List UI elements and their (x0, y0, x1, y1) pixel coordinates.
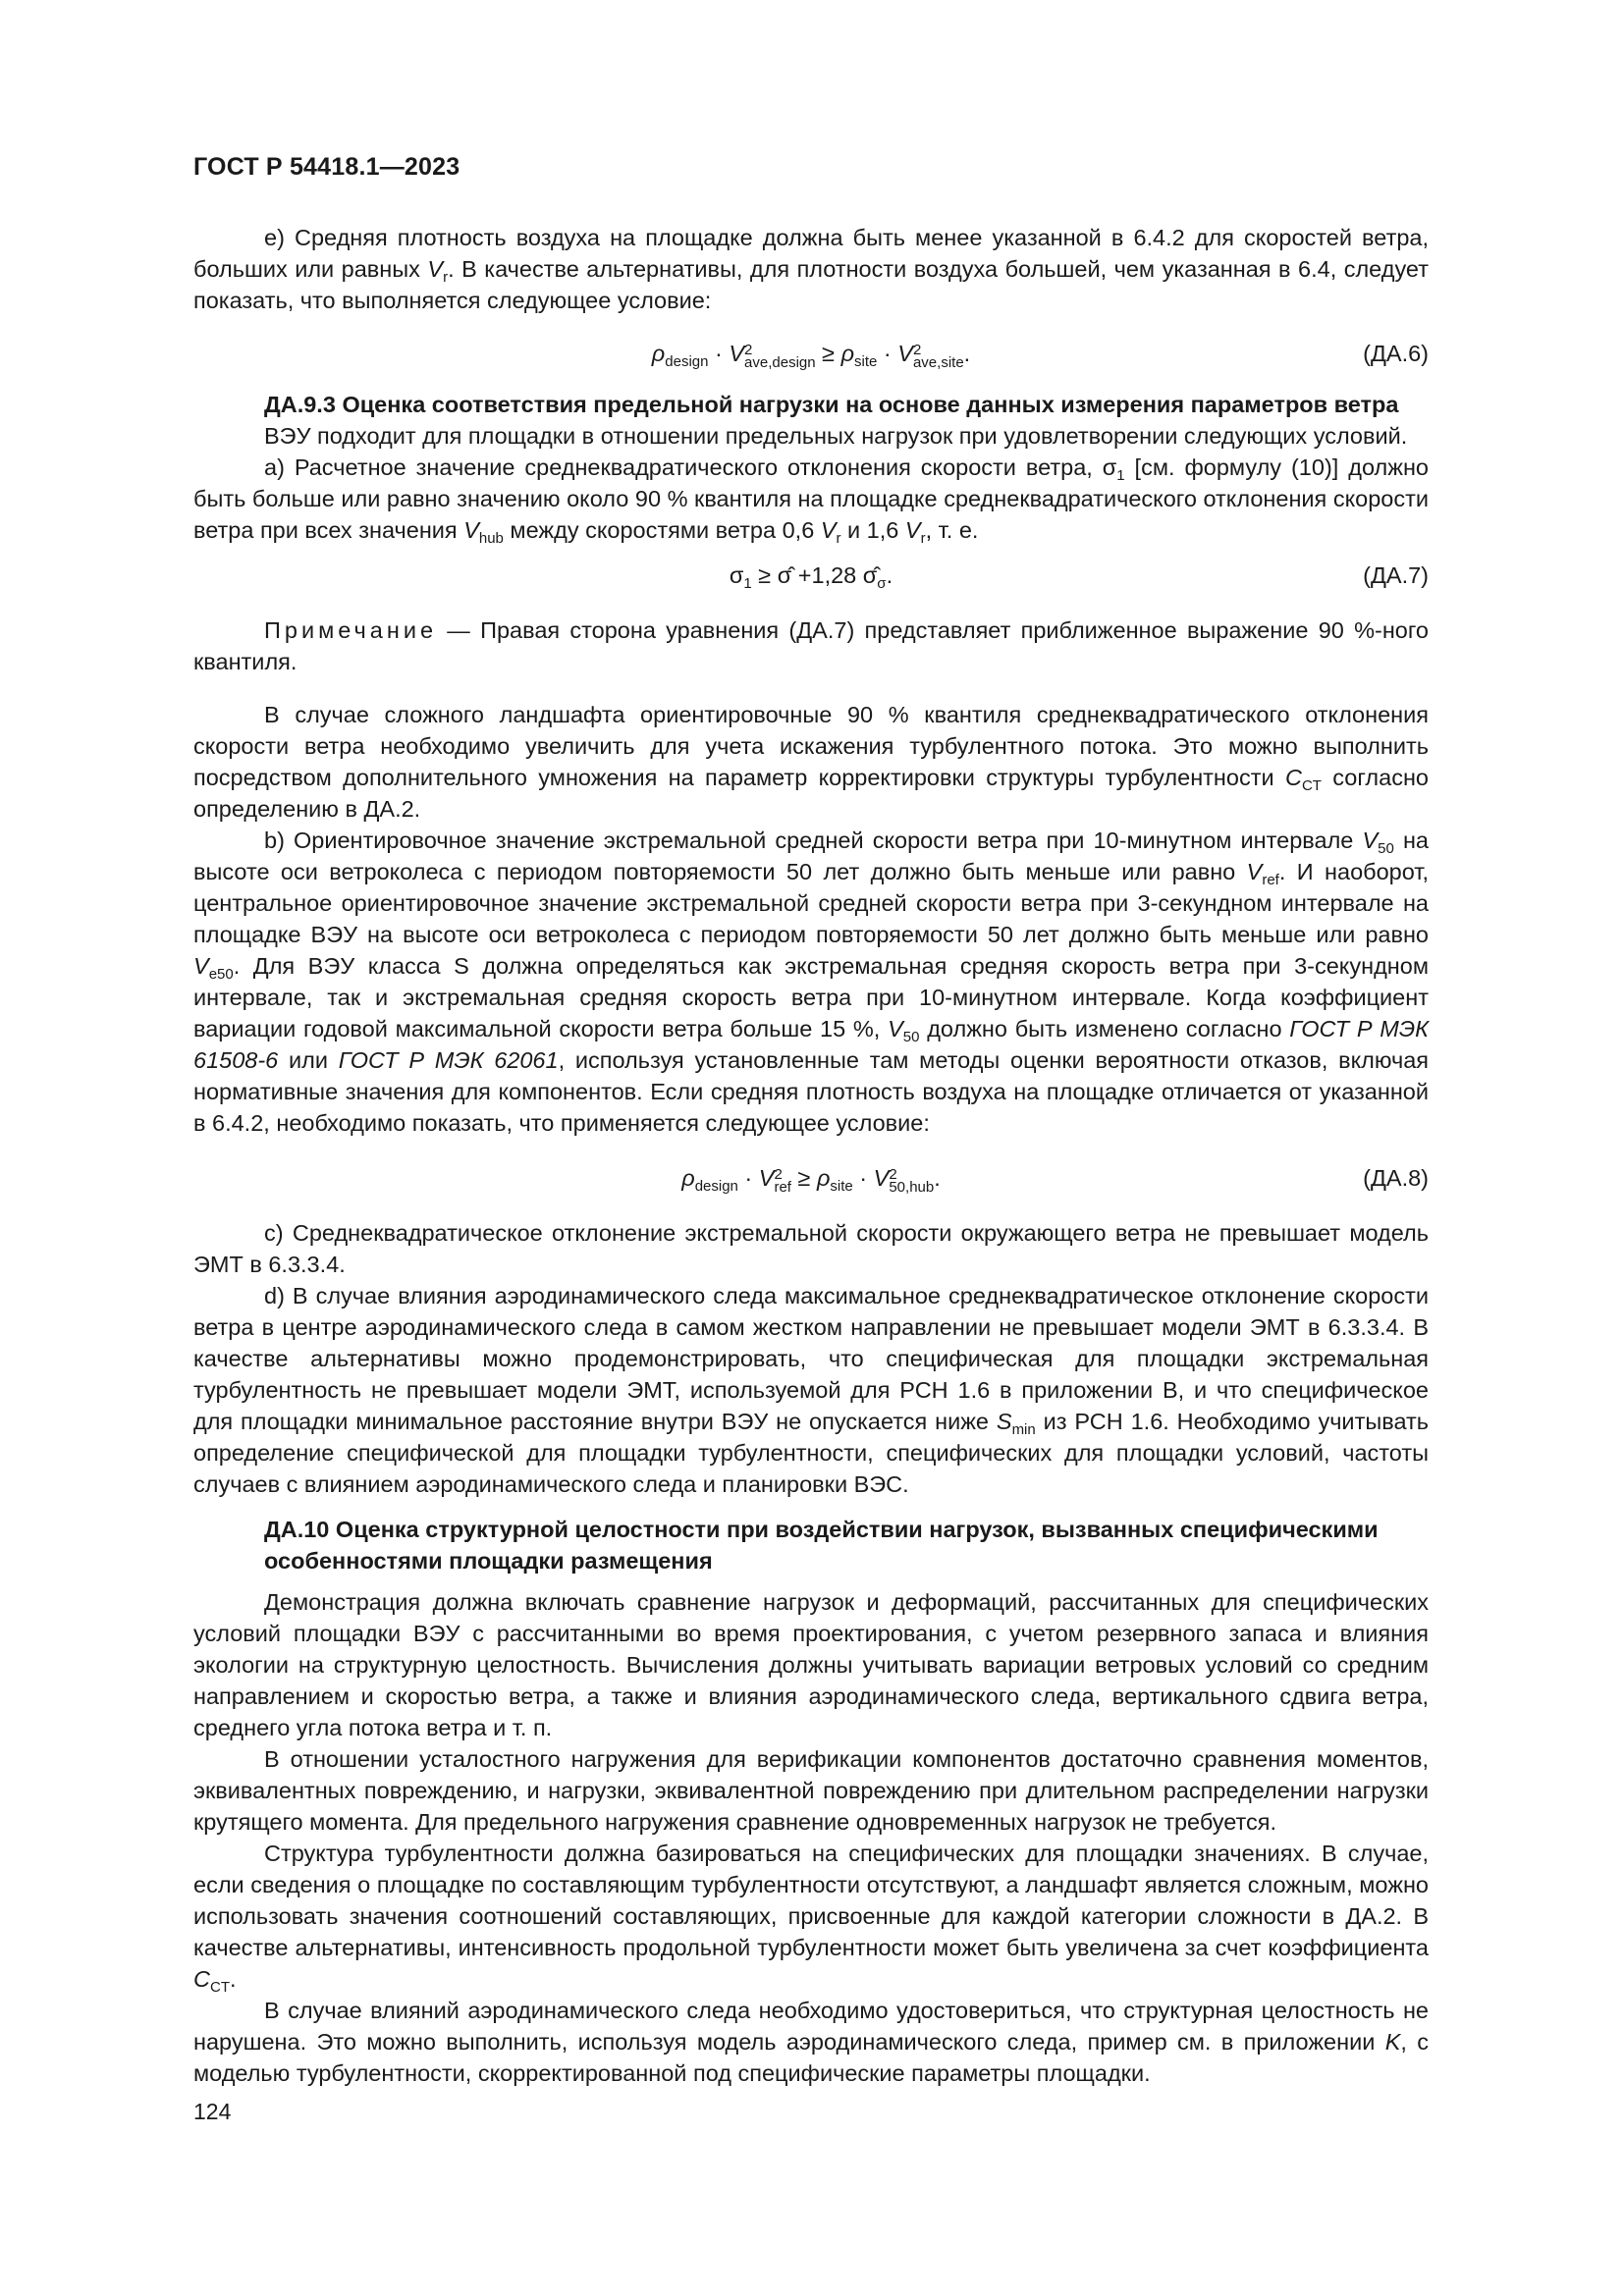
formula-da7-expression: $\sigma_1$ ≥ σ̂ +1,28 $\sigmâ_\sigma$. (729, 562, 893, 592)
note-paragraph: Примечание — Правая сторона уравнения (ДА.7) представляет приближенное выражение 90 %-ного квантиля. (193, 617, 1429, 674)
paragraph-da10-2: В отношении усталостного нагружения для верификации компонентов достаточно сравнения моментов, эквивалентных повреждению, и нагрузки, эквивалентной повреждению при длительном распределении нагрузки крутящего момента. Для предельного нагружения сравнение одновременных нагрузок не требуется. (193, 1746, 1429, 1835)
paragraph-item-a: а) Расчетное значение среднеквадратического отклонения скорости ветра, $\sigma_1$ [см. формулу (10)] должно быть больше или равно значению около 90 % квантиля на площадке среднеквадратического отклонения скорости ветра при всех значения $V_{hub}$ между скоростями ветра 0,6 $V_r$ и 1,6 $V_r$, т. е. (193, 454, 1429, 547)
paragraph-da10-1: Демонстрация должна включать сравнение нагрузок и деформаций, рассчитанных для специфических условий площадки ВЭУ с рассчитанными во время проектирования, с учетом резервного запаса и влияния экологии на структурную целостность. Вычисления должны учитывать вариации ветровых условий со средним направлением и скоростью ветра, а также и влияния аэродинамического следа, вертикального сдвига ветра, среднего угла потока ветра и т. п. (193, 1589, 1429, 1740)
formula-da7 (193, 560, 1429, 593)
standard-reference: ГОСТ Р МЭК 61508-6 (193, 1016, 1429, 1073)
formula-da8-number: (ДА.8) (1363, 1165, 1429, 1191)
section-heading-da-10: ДА.10 Оценка структурной целостности при воздействии нагрузок, вызванных специфическими особенностями площадки размещения (264, 1517, 1379, 1574)
section-heading-da-9-3: ДА.9.3 Оценка соответствия предельной нагрузки на основе данных измерения параметров ветра (264, 392, 1399, 417)
formula-da6-expression: $\rho_{design} \cdot V$ 2 ave,design ≥ $\rho_{site} \cdot V$ 2 ave,site . (651, 341, 971, 371)
paragraph-da10-3: Структура турбулентности должна базироваться на специфических для площадки значениях. В случае, если сведения о площадке по составляющим турбулентности отсутствуют, а ландшафт является сложным, можно использовать значения соотношений составляющих, присвоенные для каждой категории сложности в ДА.2. В качестве альтернативы, интенсивность продольной турбулентности может быть увеличена за счет коэффициента $C_{CT}$. (193, 1841, 1429, 1996)
paragraph-da93-intro: ВЭУ подходит для площадки в отношении предельных нагрузок при удовлетворении следующих условий. (264, 423, 1408, 449)
note-label: Примечание (264, 617, 438, 643)
formula-da7-number: (ДА.7) (1363, 562, 1429, 588)
paragraph-da10-4: В случае влияний аэродинамического следа необходимо удостовериться, что структурная целостность не нарушена. Это можно выполнить, используя модель аэродинамического следа, пример см. в приложении K, с моделью турбулентности, скорректированной под специфические параметры площадки. (193, 1998, 1429, 2086)
paragraph-item-d: d) В случае влияния аэродинамического следа максимальное среднеквадратическое отклонение скорости ветра в центре аэродинамического следа в самом жестком направлении не превышает модели ЭМТ в 6.3.3.4. В качестве альтернативы можно продемонстрировать, что специфическая для площадки экстремальная турбулентность не превышает модели ЭМТ, используемой для РСН 1.6 в приложении B, и что специфическое для площадки минимальное расстояние внутри ВЭУ не опускается ниже $S_{min}$ из РСН 1.6. Необходимо учитывать определение специфической для площадки турбулентности, специфических для площадки условий, частоты случаев с влиянием аэродинамического следа и планировки ВЭС. (193, 1283, 1429, 1497)
paragraph-complex-terrain: В случае сложного ландшафта ориентировочные 90 % квантиля среднеквадратического отклонения скорости ветра необходимо увеличить для учета искажения турбулентного потока. Это можно выполнить посредством дополнительного умножения на параметр корректировки структуры турбулентности $C_{CT}$ согласно определению в ДА.2. (193, 702, 1429, 822)
formula-da8-expression: $\rho_{design} \cdot V$ 2 ref ≥ $\rho_{site} \cdot V$ 2 50,hub . (681, 1165, 941, 1196)
formula-da8 (193, 1162, 1429, 1196)
paragraph-item-b: b) Ориентировочное значение экстремальной средней скорости ветра при 10-минутном интервале $V_{50}$ на высоте оси ветроколеса с периодом повторяемости 50 лет должно быть меньше или равно $V_{ref}$. И наоборот, центральное ориентировочное значение экстремальной средней скорости ветра при 3-секундном интервале на площадке ВЭУ на высоте оси ветроколеса с периодом повторяемости 50 лет должно быть меньше или равно $V_{e50}$. Для ВЭУ класса S должна определяться как экстремальная средняя скорость ветра при 3-секундном интервале, так и экстремальная средняя скорость ветра при 10-минутном интервале. Когда коэффициент вариации годовой максимальной скорости ветра больше 15 %, $V_{50}$ должно быть изменено согласно ГОСТ Р МЭК 61508-6 или ГОСТ Р МЭК 62061, используя установленные там методы оценки вероятности отказов, включая нормативные значения для компонентов. Если средняя плотность воздуха на площадке отличается от указанной в 6.4.2, необходимо показать, что применяется следующее условие: (193, 828, 1430, 1136)
formula-da6 (193, 338, 1429, 371)
document-header: ГОСТ Р 54418.1—2023 (193, 153, 460, 181)
paragraph-item-c: c) Среднеквадратическое отклонение экстремальной скорости окружающего ветра не превышает модель ЭМТ в 6.3.3.4. (193, 1220, 1429, 1277)
paragraph-item-e: е) Средняя плотность воздуха на площадке должна быть менее указанной в 6.4.2 для скоростей ветра, больших или равных $V_r$. В качестве альтернативы, для плотности воздуха большей, чем указанная в 6.4, следует показать, что выполняется следующее условие: (193, 225, 1429, 313)
formula-da6-number: (ДА.6) (1363, 341, 1429, 366)
page-number: 124 (193, 2099, 232, 2124)
document-body (193, 222, 1429, 2089)
standard-reference: ГОСТ Р МЭК 62061 (338, 1047, 559, 1073)
